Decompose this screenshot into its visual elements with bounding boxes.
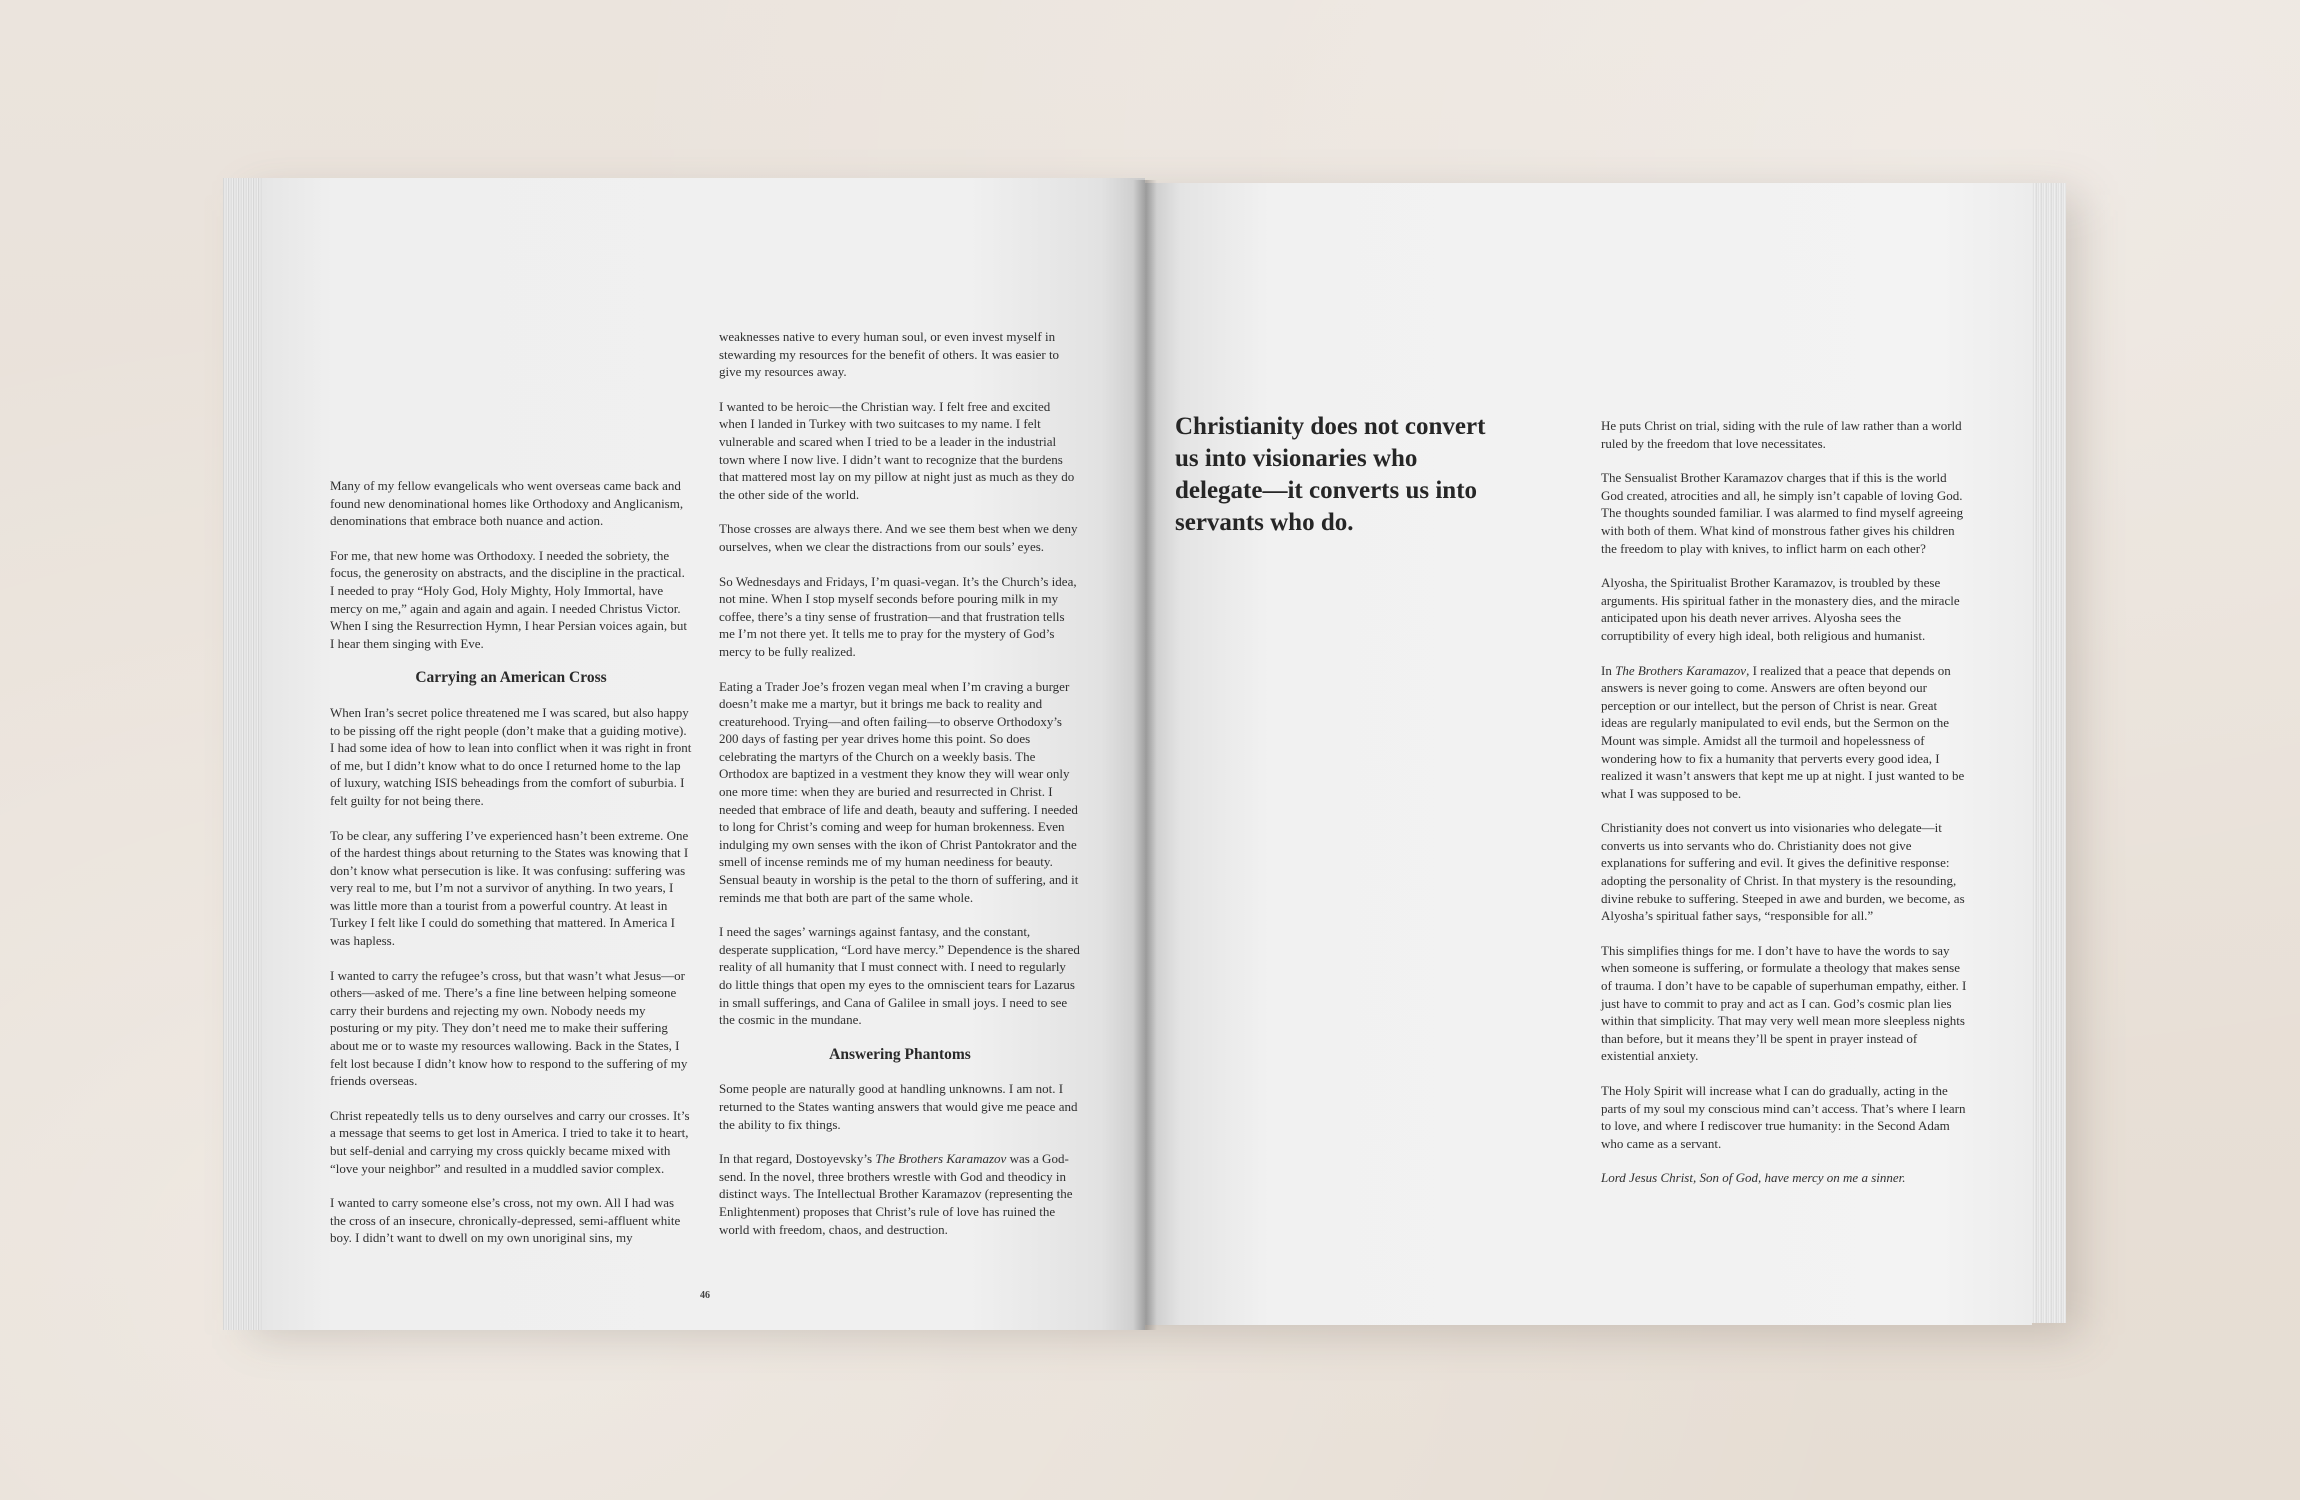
- book-title: The Brothers Karamazov: [1615, 662, 1747, 678]
- book-title: The Brothers Karamazov: [875, 1151, 1007, 1167]
- paragraph: I need the sages’ warnings against fantasy, and the constant, desperate supplication, “Lord have mercy.” Dependence is the shared reality of all humanity that I must connect with. I need to regularly do little things that open my eyes to the omniscient tears for Lazarus in small sufferings, and Cana of Galilee in small joys. I need to see the cosmic in the mundane.: [719, 924, 1080, 1028]
- paragraph: Christianity does not convert us into visionaries who delegate—it converts us into servants who do. Christianity does not give explanations for suffering and evil. It gives the definitive response: adopting the personality of Christ. In that mystery is the resounding, divine rebuke to suffering. Steeped in awe and burden, we become, as Alyosha’s spiritual father says, “responsible for all.”: [1601, 820, 1965, 924]
- paragraph: Some people are naturally good at handling unknowns. I am not. I returned to the States wanting answers that would give me peace and the ability to fix things.: [719, 1081, 1078, 1132]
- paragraph: I wanted to be heroic—the Christian way. I felt free and excited when I landed in Turkey with two suitcases to my name. I felt vulnerable and scared when I tried to be a leader in the industrial town where I now live. I didn’t want to recognize that the burdens that mattered most lay on my pillow at night just as much as they do the other side of the world.: [719, 398, 1075, 502]
- paragraph: Christ repeatedly tells us to deny ourselves and carry our crosses. It’s a message that seems to get lost in America. I tried to take it to heart, but self-denial and carrying my cross quickly became mixed with “love your neighbor” and resulted in a muddled savior complex.: [330, 1107, 690, 1176]
- closing-prayer: Lord Jesus Christ, Son of God, have mercy on me a sinner.: [1601, 1170, 1906, 1186]
- section-heading: Answering Phantoms: [829, 1045, 971, 1063]
- right-column: [1601, 417, 1967, 1204]
- paragraph: So Wednesdays and Fridays, I’m quasi-vegan. It’s the Church’s idea, not mine. When I stop myself seconds before pouring milk in my coffee, there’s a tiny sense of frustration—and that frustration tells me I’m not there yet. It tells me to pray for the mystery of God’s mercy to be fully realized.: [719, 573, 1077, 659]
- page-number: 46: [700, 1290, 710, 1301]
- paragraph: The Sensualist Brother Karamazov charges that if this is the world God created, atrocities and all, he simply isn’t capable of loving God. The thoughts sounded familiar. I was alarmed to find myself agreeing with both of them. What kind of monstrous father gives his children the freedom to play with knives, to inflict harm on each other?: [1601, 470, 1964, 556]
- paragraph: [719, 1150, 1081, 1238]
- paragraph: He puts Christ on trial, siding with the rule of law rather than a world ruled by the freedom that love necessitates.: [1601, 418, 1962, 451]
- paragraph: The Holy Spirit will increase what I can do gradually, acting in the parts of my soul my conscious mind can’t access. That’s where I learn to love, and where I rediscover true humanity: in the Second Adam who came as a servant.: [1601, 1083, 1966, 1151]
- left-column-2: [719, 328, 1081, 1255]
- section-heading: Carrying an American Cross: [415, 669, 607, 687]
- paragraph: weaknesses native to every human soul, or even invest myself in stewarding my resources for the benefit of others. It was easier to give my resources away.: [719, 329, 1060, 380]
- text-run: In that regard, Dostoyevsky’s: [719, 1151, 876, 1167]
- pull-quote: Christianity does not convert us into visionaries who delegate—it converts us into servants who do.: [1175, 413, 1486, 536]
- paragraph: This simplifies things for me. I don’t have to have the words to say when someone is suffering, or formulate a theology that makes sense of trauma. I don’t have to be capable of superhuman empathy, either. I just have to commit to pray and act as I can. God’s cosmic plan lies within that simplicity. That may very well mean more sleepless nights than before, but it means they’ll be spent in prayer instead of existential anxiety.: [1601, 942, 1967, 1064]
- paragraph: When Iran’s secret police threatened me I was scared, but also happy to be pissing off the right people (don’t make that a guiding motive). I had some idea of how to lean into conflict when it was right in front of me, but I didn’t know what to do once I returned home to the lap of luxury, watching ISIS beheadings from the comfort of suburbia. I felt guilty for not being there.: [330, 704, 692, 808]
- paragraph: Alyosha, the Spiritualist Brother Karamazov, is troubled by these arguments. His spiritual father in the monastery dies, and the miracle anticipated upon his death never arrives. Alyosha sees the corruptibility of every high ideal, both religious and humanist.: [1601, 575, 1960, 643]
- book-spine-gutter: [1133, 180, 1157, 1330]
- left-page: [262, 178, 1145, 1330]
- left-column-1: [330, 477, 692, 1264]
- paragraph: Eating a Trader Joe’s frozen vegan meal when I’m craving a burger doesn’t make me a martyr, but it brings me back to reality and creaturehood. Trying—and often failing—to observe Orthodoxy’s 200 days of fasting per year drives home this point. So does celebrating the martyrs of the Church on a weekly basis. The Orthodox are baptized in a vestment they know they will wear only one more time: when they are buried and resurrected in Christ. I needed that embrace of life and death, beauty and suffering. I needed to long for Christ’s coming and weep for human brokenness. Even indulging my own senses with the ikon of Christ Pantokrator and the smell of incense reminds me of my human neediness for beauty. Sensual beauty in worship is the petal to the thorn of suffering, and it reminds me that both are part of the same whole.: [719, 678, 1079, 905]
- paragraph: For me, that new home was Orthodoxy. I needed the sobriety, the focus, the generosity on abstracts, and the discipline in the practical. I needed to pray “Holy God, Holy Mighty, Holy Immortal, have mercy on me,” again and again and again. I needed Christus Victor. When I sing the Resurrection Hymn, I hear Persian voices again, but I hear them singing with Eve.: [330, 547, 688, 651]
- text-run: was a God-send. In the novel, three brothers wrestle with God and theodicy in distinct ways. The Intellectual Brother Karamazov (representing the Enlightenment) proposes that Christ’s rule of love has ruined the world with freedom, chaos, and destruction.: [719, 1151, 1073, 1237]
- text-run: , I realized that a peace that depends on answers is never going to come. Answers are often beyond our perception or our intellect, but the person of Christ is near. Great ideas are regularly manipulated to evil ends, but the Sermon on the Mount was simple. Amidst all the turmoil and hopelessness of wondering how to fix a humanity that perverts every good idea, I realized it wasn’t answers that kept me up at night. I just wanted to be what I was supposed to be.: [1601, 662, 1965, 801]
- paragraph: [1601, 662, 1967, 803]
- right-page: [1145, 183, 2032, 1325]
- paragraph: To be clear, any suffering I’ve experienced hasn’t been extreme. One of the hardest things about returning to the States was knowing that I don’t know what persecution is like. It was confusing: suffering was very real to me, but I’m not a survivor of anything. In two years, I was little more than a tourist from a powerful country. At least in Turkey I felt like I could do something that mattered. In America I was hapless.: [330, 827, 689, 949]
- paragraph: Many of my fellow evangelicals who went overseas came back and found new denominational homes like Orthodoxy and Anglicanism, denominations that embrace both nuance and action.: [330, 478, 684, 529]
- paragraph: I wanted to carry the refugee’s cross, but that wasn’t what Jesus—or others—asked of me. There’s a fine line between helping someone carry their burdens and rejecting my own. Nobody needs my posturing or my pity. They don’t need me to make their suffering about me or to waste my resources wallowing. Back in the States, I felt lost because I didn’t know how to respond to the suffering of my friends overseas.: [330, 967, 688, 1089]
- paragraph: Those crosses are always there. And we see them best when we deny ourselves, when we clear the distractions from our souls’ eyes.: [719, 521, 1078, 554]
- text-run: In: [1601, 662, 1616, 678]
- right-page-edges: [2028, 183, 2066, 1323]
- paragraph: I wanted to carry someone else’s cross, not my own. All I had was the cross of an insecure, chronically-depressed, semi-affluent white boy. I didn’t want to dwell on my own unoriginal sins, my: [330, 1195, 681, 1246]
